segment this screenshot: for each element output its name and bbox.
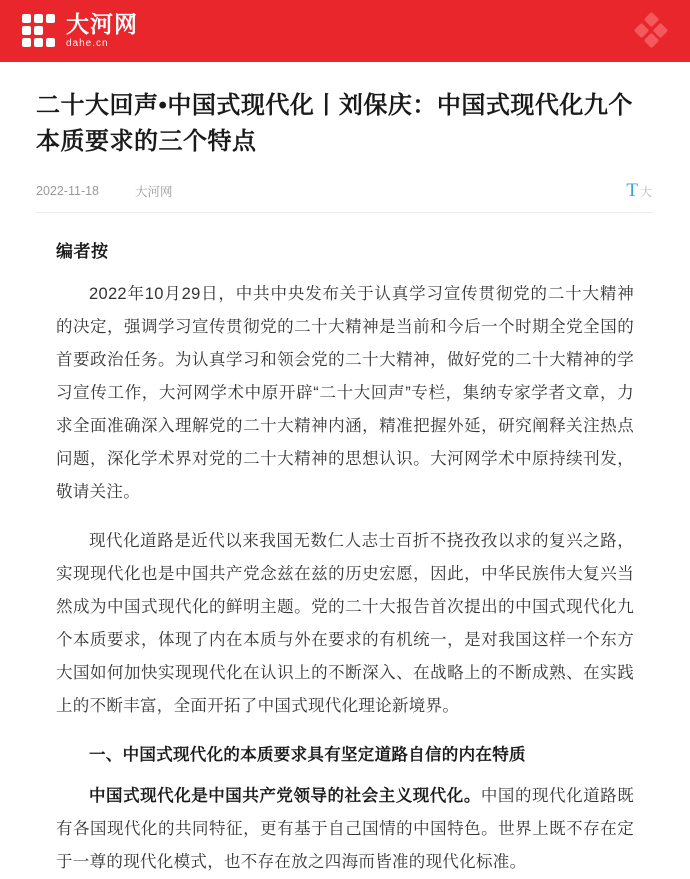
paragraph-rest: 中国的现代化道路既有各国现代化的共同特征，更有基于自己国情的中国特色。世界上既不存在定于一尊的现代化模式，也不存在放之四海而皆准的现代化标准。 — [56, 787, 634, 871]
article-meta — [36, 182, 654, 213]
paragraph — [56, 780, 634, 879]
paragraph-lead: 中国式现代化是中国共产党领导的社会主义现代化。 — [89, 787, 481, 805]
logo-text-cn: 大河网 — [66, 11, 138, 37]
article-source: 大河网 — [135, 185, 173, 199]
grid-dots-icon — [22, 14, 56, 48]
logo-text-en: dahe.cn — [66, 38, 109, 49]
article-body — [36, 213, 654, 879]
font-size-control[interactable] — [626, 180, 652, 202]
publish-date: 2022-11-18 — [36, 184, 100, 198]
page-title: 二十大回声•中国式现代化丨刘保庆：中国式现代化九个本质要求的三个特点 — [36, 92, 633, 155]
article-container — [0, 62, 690, 879]
site-header — [0, 0, 690, 62]
editor-note-label: 编者按 — [56, 242, 109, 261]
font-size-large-option[interactable]: T — [626, 180, 638, 201]
section-heading: 一、中国式现代化的本质要求具有坚定道路自信的内在特质 — [89, 746, 526, 764]
paragraph: 2022年10月29日，中共中央发布关于认真学习宣传贯彻党的二十大精神的决定，强调学习宣传贯彻党的二十大精神是当前和今后一个时期全党全国的首要政治任务。为认真学习和领会党的二十大精神，做好党的二十大精神的学习宣传工作，大河网学术中原开辟“二十大回声”专栏，集纳专家学者文章，力求全面准确深入理解党的二十大精神内涵，精准把握外延，研究阐释关注热点问题，深化学术界对党的二十大精神的思想认识。大河网学术中原持续刊发，敬请关注。 — [56, 285, 634, 501]
site-logo[interactable] — [22, 13, 138, 49]
font-size-small-option[interactable]: 大 — [639, 185, 652, 199]
paragraph: 现代化道路是近代以来我国无数仁人志士百折不挠孜孜以求的复兴之路，实现现代化也是中国共产党念兹在兹的历史宏愿，因此，中华民族伟大复兴当然成为中国式现代化的鲜明主题。党的二十大报告首次提出的中国式现代化九个本质要求，体现了内在本质与外在要求的有机统一，是对我国这样一个东方大国如何加快实现现代化在认识上的不断深入、在战略上的不断成熟、在实践上的不断丰富，全面开拓了中国式现代化理论新境界。 — [56, 532, 634, 715]
diamond-cluster-icon — [638, 16, 666, 44]
